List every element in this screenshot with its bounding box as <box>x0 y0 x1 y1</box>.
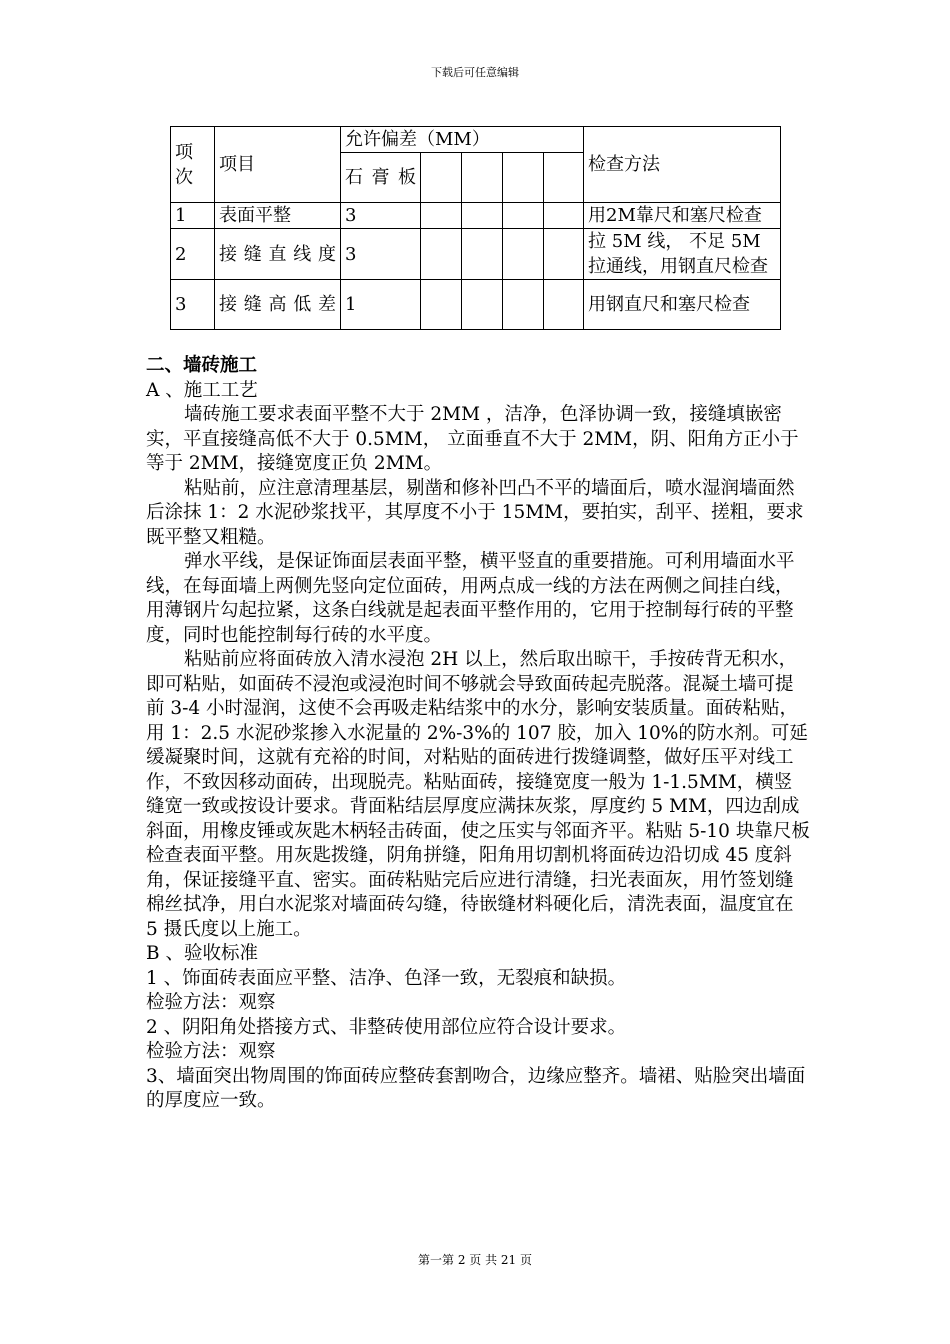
subsection-a: A 、施工工艺 <box>146 379 258 401</box>
row-item: 接 缝 高 低 差 <box>215 280 341 330</box>
paragraph: 粘贴前，应注意清理基层，剔凿和修补凹凸不平的墙面后，喷水湿润墙面然后涂抹 1：2 水泥砂浆找平，其厚度不小于 15MM，要拍实，刮平、搓粗，要求既平整又粗糙。 <box>146 477 804 548</box>
tolerance-table <box>170 126 781 330</box>
list-item: 2 、阴阳角处搭接方式、非整砖使用部位应符合设计要求。 <box>146 1016 627 1038</box>
empty-cell <box>421 153 462 203</box>
header-tolerance: 允许偏差（MM） <box>341 127 584 153</box>
header-gypsum: 石 膏 板 <box>341 153 421 203</box>
list-item: 3、墙面突出物周围的饰面砖应整砖套割吻合，边缘应整齐。墙裙、贴脸突出墙面的厚度应一致。 <box>146 1065 806 1111</box>
empty-cell <box>544 153 584 203</box>
inspection-method: 检验方法：观察 <box>146 992 276 1013</box>
table-row <box>171 280 781 330</box>
empty-cell <box>462 229 503 280</box>
header-method: 检查方法 <box>584 127 781 203</box>
row-item: 接 缝 直 线 度 <box>215 229 341 280</box>
row-value: 1 <box>341 280 421 330</box>
section-title: 二、墙砖施工 <box>146 355 258 376</box>
paragraph: 弹水平线，是保证饰面层表面平整，横平竖直的重要措施。可利用墙面水平线，在每面墙上两侧先竖向定位面砖，用两点成一线的方法在两侧之间挂白线，用薄钢片勾起拉紧，这条白线就是起表面平整作用的，它用于控制每行砖的平整度，同时也能控制每行砖的水平度。 <box>146 551 795 646</box>
empty-cell <box>544 229 584 280</box>
paragraph: 粘贴前应将面砖放入清水浸泡 2H 以上，然后取出晾干，手按砖背无积水，即可粘贴，如面砖不浸泡或浸泡时间不够就会导致面砖起壳脱落。混凝土墙可提前 3-4 小时湿润，这使不会再吸走粘结浆中的水分，影响安装质量。面砖粘贴，用 1：2.5 水泥砂浆掺入水泥量的 2%-3%的 107 胶，加入 10%的防水剂。可延缓凝聚时间，这就有充裕的时间，对粘贴的面砖进行拨缝调整，做好压平对线工作，不致因移动面砖，出现脱壳。粘贴面砖，接缝宽度一般为 1-1.5MM，横竖缝宽一致或按设计要求。背面粘结层厚度应满抹灰浆，厚度约 5 MM，四边刮成斜面，用橡皮锤或灰匙木柄轻击砖面，使之压实与邻面齐平。粘贴 5-10 块靠尺板检查表面平整。用灰匙拨缝，阴角拼缝，阳角用切割机将面砖边沿切成 45 度斜角，保证接缝平直、密实。面砖粘贴完后应进行清缝，扫光表面灰，用竹签划缝棉丝拭净，用白水泥浆对墙面砖勾缝，待嵌缝材料硬化后，清洗表面，温度宜在 5 摄氏度以上施工。 <box>146 649 810 940</box>
subsection-b: B 、验收标准 <box>146 943 258 964</box>
paragraph: 墙砖施工要求表面平整不大于 2MM ，洁净，色泽协调一致，接缝填嵌密实，平直接缝高低不大于 0.5MM， 立面垂直不大于 2MM，阴、阳角方正小于等于 2MM，接缝宽度正负 2MM。 <box>146 404 799 474</box>
row-no: 1 <box>171 203 215 229</box>
inspection-method: 检验方法：观察 <box>146 1041 276 1062</box>
empty-cell <box>421 229 462 280</box>
empty-cell <box>544 280 584 330</box>
header-item: 项目 <box>215 127 341 203</box>
empty-cell <box>544 203 584 229</box>
document-body <box>146 354 810 1114</box>
empty-cell <box>462 153 503 203</box>
empty-cell <box>421 280 462 330</box>
table-row <box>171 229 781 280</box>
empty-cell <box>462 203 503 229</box>
row-no: 3 <box>171 280 215 330</box>
list-item: 1 、饰面砖表面应平整、洁净、色泽一致，无裂痕和缺损。 <box>146 967 627 989</box>
row-method: 拉 5M 线， 不足 5M 拉通线，用钢直尺检查 <box>584 229 781 280</box>
empty-cell <box>421 203 462 229</box>
page-footer: 第一第 2 页 共 21 页 <box>418 1253 532 1267</box>
empty-cell <box>503 229 544 280</box>
empty-cell <box>503 280 544 330</box>
row-method: 用2M靠尺和塞尺检查 <box>584 203 781 229</box>
table-row <box>171 203 781 229</box>
empty-cell <box>462 280 503 330</box>
empty-cell <box>503 203 544 229</box>
page-header: 下载后可任意编辑 <box>431 66 519 79</box>
row-item: 表面平整 <box>215 203 341 229</box>
row-value: 3 <box>341 203 421 229</box>
empty-cell <box>503 153 544 203</box>
row-no: 2 <box>171 229 215 280</box>
header-item-no: 项次 <box>171 127 215 203</box>
row-method: 用钢直尺和塞尺检查 <box>584 280 781 330</box>
row-value: 3 <box>341 229 421 280</box>
